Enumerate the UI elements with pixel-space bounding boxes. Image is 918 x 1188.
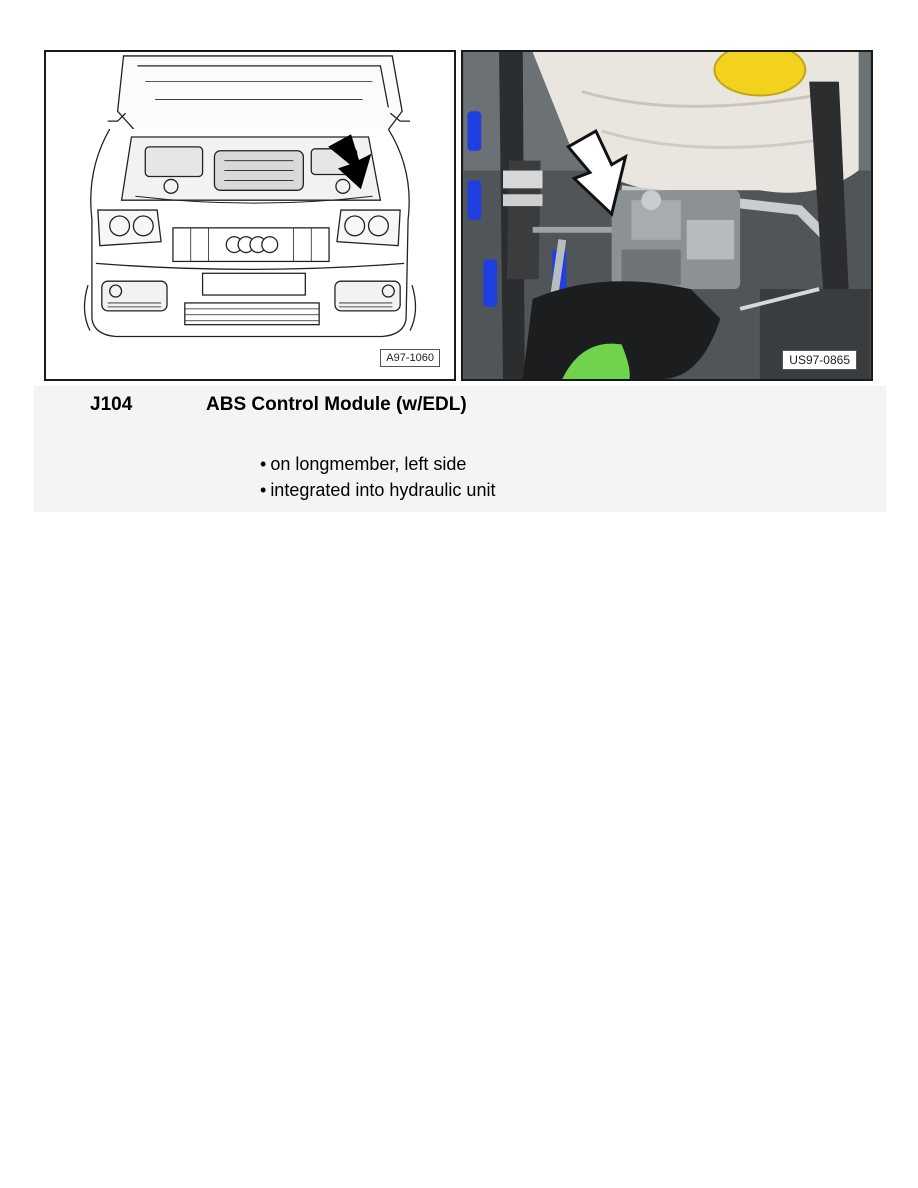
car-line-drawing	[46, 52, 454, 379]
location-text: integrated into hydraulic unit	[270, 480, 496, 500]
figure-id-left: A97-1060	[380, 349, 440, 367]
engine-bay-photo	[461, 50, 873, 381]
location-list	[260, 451, 495, 503]
bullet-icon: •	[260, 454, 267, 474]
vehicle-front-illustration	[44, 50, 456, 381]
bullet-icon: •	[260, 480, 267, 500]
location-item	[260, 477, 495, 503]
figure-id-right: US97-0865	[782, 350, 857, 370]
location-text: on longmember, left side	[270, 454, 467, 474]
component-name: ABS Control Module (w/EDL)	[206, 394, 467, 415]
reservoir-cap	[714, 52, 805, 95]
engine-bay-scene	[463, 52, 871, 379]
blue-clamp	[467, 111, 481, 151]
component-code: J104	[90, 394, 133, 415]
location-item	[260, 451, 495, 477]
